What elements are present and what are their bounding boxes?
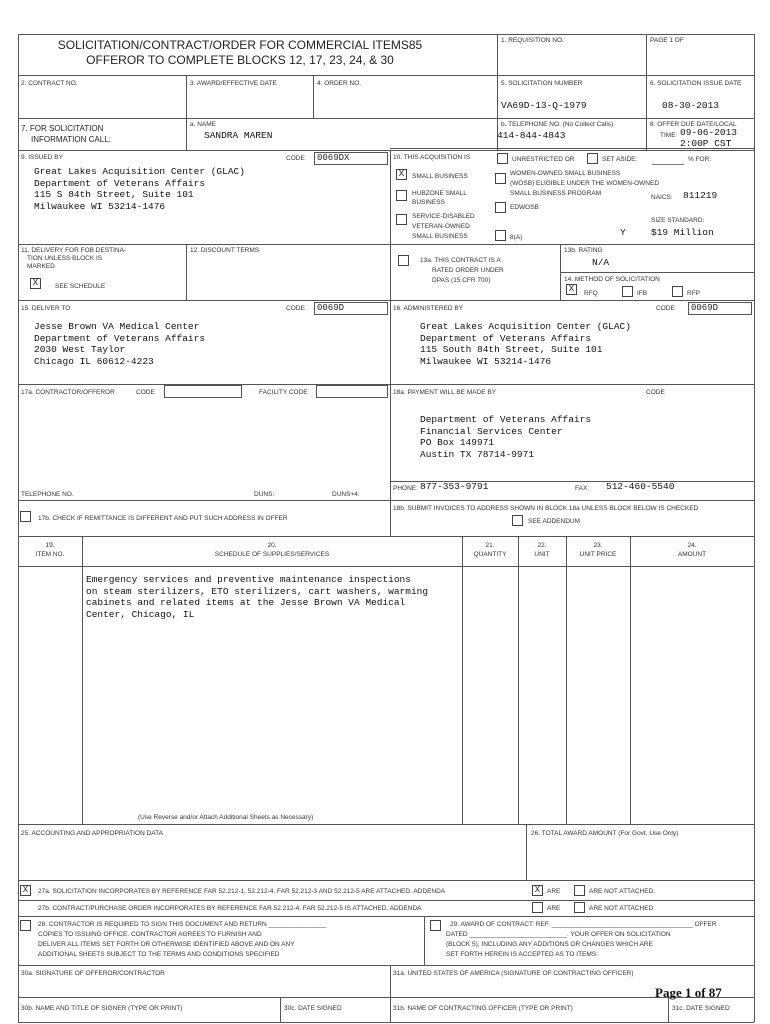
rfq-checkbox[interactable]: X: [566, 284, 577, 295]
col-item-no: ITEM NO.: [35, 551, 65, 558]
edwosb-label: EDWOSB: [510, 204, 539, 211]
telephone-label: TELEPHONE NO.: [21, 491, 74, 498]
date-signed-30c-label: 30c. DATE SIGNED: [284, 1005, 342, 1012]
page-of-label: PAGE 1 OF: [650, 37, 684, 44]
solicitation-no: VA69D-13-Q-1979: [501, 100, 587, 111]
sdvosb-label-2: VETERAN-OWNED: [412, 223, 470, 230]
wosb-label-2: (WOSB) ELIGIBLE UNDER THE WOMEN-OWNED: [510, 180, 660, 187]
col-schedule-num: 20.: [267, 542, 277, 549]
administered-by-code: 0069D: [688, 302, 752, 315]
block-28-line-3: DELIVER ALL ITEMS SET FORTH OR OTHERWISE IDENTIFIED ABOVE AND ON ANY: [38, 941, 295, 948]
naics-code: 811219: [683, 190, 718, 201]
ifb-label: IFB: [637, 290, 648, 297]
sdvosb-label: SERVICE-DISABLED: [412, 213, 475, 220]
block-27a-are-not-checkbox[interactable]: [574, 885, 585, 896]
contractor-code-field[interactable]: [164, 385, 242, 398]
payment-fax: 512-460-5540: [606, 481, 675, 492]
wosb-label: WOMEN-OWNED SMALL BUSINESS: [510, 170, 621, 177]
administered-by-label: 16. ADMINISTERED BY: [393, 305, 464, 312]
time-label: TIME: [660, 132, 676, 139]
name-label: a. NAME: [190, 121, 217, 128]
col-unit-price-num: 23.: [593, 542, 603, 549]
eight-a-label: 8(A): [510, 234, 523, 241]
for-info-label-2: INFORMATION CALL:: [31, 135, 111, 144]
see-addendum-label: SEE ADDENDUM: [528, 518, 581, 525]
rated-order-checkbox[interactable]: [398, 255, 409, 266]
col-unit: UNIT: [534, 551, 550, 558]
rated-order-label: 13a. THIS CONTRACT IS A: [420, 257, 501, 264]
col-amount: AMOUNT: [677, 551, 707, 558]
payment-phone-label: PHONE:: [393, 485, 418, 492]
accounting-label: 25. ACCOUNTING AND APPROPRIATION DATA: [21, 830, 163, 837]
block-29-line-4: SET FORTH HEREIN IS ACCEPTED AS TO ITEMS:: [446, 951, 598, 958]
col-quantity-num: 21.: [485, 542, 495, 549]
col-quantity: QUANTITY: [473, 551, 507, 558]
administered-by-address: Great Lakes Acquisition Center (GLAC) Department of Veterans Affairs 115 South 84th Street, Suite 101 Milwaukee WI 53214-1476: [420, 321, 631, 367]
col-schedule: SCHEDULE OF SUPPLIES/SERVICES: [214, 551, 330, 558]
requisition-label: 1. REQUISITION NO.: [501, 37, 564, 44]
naics-label: NAICS:: [651, 194, 673, 201]
payment-phone: 877-353-9791: [420, 481, 489, 492]
remittance-label: 17b. CHECK IF REMITTANCE IS DIFFERENT AND PUT SUCH ADDRESS IN OFFER: [38, 515, 288, 522]
total-award-label: 26. TOTAL AWARD AMOUNT (For Govt. Use Only): [531, 830, 679, 837]
deliver-to-code: 0069D: [314, 302, 388, 315]
see-schedule-label: SEE SCHEDULE: [55, 283, 106, 290]
block-27a-checkbox[interactable]: X: [20, 885, 31, 896]
duns4-label: DUNS+4:: [332, 491, 360, 498]
col-item-no-num: 19.: [45, 542, 55, 549]
date-signed-31c-label: 31c. DATE SIGNED: [672, 1005, 730, 1012]
hubzone-label-2: BUSINESS: [412, 199, 445, 206]
offer-due-label: 8. OFFER DUE DATE/LOCAL: [650, 121, 737, 128]
percent-for-label: % FOR:: [688, 156, 712, 163]
offer-due-date: 09-06-2013: [680, 127, 738, 138]
unrestricted-checkbox[interactable]: [497, 153, 508, 164]
contract-no-label: 2. CONTRACT NO.: [21, 80, 78, 87]
block-29-line-3: (BLOCK 5), INCLUDING ANY ADDITIONS OR CHANGES WHICH ARE: [446, 941, 653, 948]
see-addendum-checkbox[interactable]: [512, 515, 523, 526]
schedule-description: Emergency services and preventive maintenance inspections on steam sterilizers, ETO sterilizers, cart washers, warming cabinets and related items at the Jesse Brown VA Medical Center, Chicago, IL: [86, 574, 429, 620]
unrestricted-label: UNRESTRICTED OR: [512, 156, 575, 163]
block-29-line-1: 29. AWARD OF CONTRACT: REF. _______________________________________ OFFER: [450, 921, 717, 928]
set-aside-label: SET ASIDE:: [602, 156, 638, 163]
ifb-checkbox[interactable]: [622, 286, 633, 297]
block-28-line-1: 28. CONTRACTOR IS REQUIRED TO SIGN THIS DOCUMENT AND RETURN ________________: [38, 921, 327, 928]
size-standard: $19 Million: [651, 227, 714, 238]
signature-officer-label: 31a. UNITED STATES OF AMERICA (SIGNATURE OF CONTRACTING OFFICER): [393, 970, 634, 977]
contact-name: SANDRA MAREN: [204, 130, 273, 141]
remittance-checkbox[interactable]: [20, 511, 31, 522]
block-27a-text: 27a. SOLICITATION INCORPORATES BY REFERENCE FAR 52.212-1, 52.212-4. FAR 52.212-3 AND 52.212-5 ARE ATTACHED. ADDENDA: [38, 888, 446, 895]
issue-date-label: 6. SOLICITATION ISSUE DATE: [650, 80, 742, 87]
acquisition-label: 10. THIS ACQUISITION IS: [393, 154, 471, 161]
col-amount-num: 24.: [687, 542, 697, 549]
block-29-line-2: DATED ___________________________. YOUR OFFER ON SOLICITATION: [446, 931, 671, 938]
rfq-label: RFQ: [584, 290, 598, 297]
small-business-label: SMALL BUSINESS: [412, 173, 468, 180]
delivery-fob-label-2: TION UNLESS BLOCK IS: [27, 255, 103, 262]
rfp-checkbox[interactable]: [672, 286, 683, 297]
block-29-checkbox[interactable]: [430, 920, 441, 931]
offer-due-time: 2:00P CST: [680, 138, 732, 149]
set-aside-checkbox[interactable]: [587, 153, 598, 164]
administered-by-code-label: CODE: [656, 305, 675, 312]
col-unit-price: UNIT PRICE: [579, 551, 617, 558]
payment-fax-label: FAX:: [575, 485, 590, 492]
rating-value: N/A: [592, 257, 610, 268]
rfp-label: RFP: [687, 290, 700, 297]
deliver-to-label: 15. DELIVER TO: [21, 305, 71, 312]
wosb-label-3: SMALL BUSINESS PROGRAM: [510, 190, 602, 197]
issued-by-code-label: CODE: [286, 155, 305, 162]
order-no-label: 4. ORDER NO.: [317, 80, 362, 87]
method-label: 14. METHOD OF SOLICITATION: [564, 276, 660, 283]
discount-terms-label: 12. DISCOUNT TERMS: [190, 247, 260, 254]
contractor-code-label: CODE: [136, 389, 155, 396]
issue-date: 08-30-2013: [662, 100, 720, 111]
payment-address: Department of Veterans Affairs Financial Services Center PO Box 149971 Austin TX 78714-9971: [420, 414, 592, 460]
block-28-line-2: COPIES TO ISSUING OFFICE. CONTRACTOR AGREES TO FURNISH AND: [38, 931, 262, 938]
block-27a-are-checkbox[interactable]: X: [532, 885, 543, 896]
block-28-checkbox[interactable]: [20, 920, 31, 931]
block-27a-are-not-label: ARE NOT ATTACHED.: [589, 888, 656, 895]
block-27b-are-not-checkbox[interactable]: [574, 902, 585, 913]
duns-label: DUNS:: [254, 491, 275, 498]
payment-by-label: 18a. PAYMENT WILL BE MADE BY: [393, 389, 497, 396]
issued-by-address: Great Lakes Acquisition Center (GLAC) Department of Veterans Affairs 115 S 84th Street, Suite 101 Milwaukee WI 53214-1476: [34, 166, 245, 212]
form-title-line-1: SOLICITATION/CONTRACT/ORDER FOR COMMERCIAL ITEMS85: [57, 38, 423, 52]
delivery-fob-label-3: MARKED: [27, 263, 55, 270]
deliver-to-address: Jesse Brown VA Medical Center Department of Veterans Affairs 2030 West Taylor Chicago IL 60612-4223: [34, 321, 206, 367]
facility-code-field[interactable]: [316, 385, 388, 398]
signature-offeror-label: 30a. SIGNATURE OF OFFEROR/CONTRACTOR: [21, 970, 165, 977]
delivery-fob-label: 11. DELIVERY FOR FOB DESTINA-: [21, 247, 127, 254]
issued-by-label: 9. ISSUED BY: [21, 154, 63, 161]
block-27b-are-not-label: ARE NOT ATTACHED: [589, 905, 654, 912]
hubzone-label: HUBZONE SMALL: [412, 190, 467, 197]
rating-label: 13b. RATING: [564, 247, 603, 254]
officer-name-label: 31b. NAME OF CONTRACTING OFFICER (TYPE OR PRINT): [393, 1005, 573, 1012]
sdvosb-checkbox[interactable]: [396, 214, 407, 225]
payment-code-label: CODE: [646, 389, 665, 396]
form-title-line-2: OFFEROR TO COMPLETE BLOCKS 12, 17, 23, 24, & 30: [86, 53, 394, 67]
solicitation-no-label: 5. SOLICITATION NUMBER: [501, 80, 583, 87]
block-27b-text: 27b. CONTRACT/PURCHASE ORDER INCORPORATES BY REFERENCE FAR 52.212-4. FAR 52.212-5 IS ATTACHED. ADDENDA: [38, 905, 422, 912]
contact-phone: 414-844-4843: [497, 130, 566, 141]
rated-order-label-2: RATED ORDER UNDER: [432, 267, 504, 274]
contractor-label: 17a. CONTRACTOR/OFFEROR: [21, 389, 115, 396]
deliver-to-code-label: CODE: [286, 305, 305, 312]
wosb-checkbox[interactable]: [495, 173, 506, 184]
reverse-note: (Use Reverse and/or Attach Additional Sheets as Necessary): [138, 814, 314, 821]
block-27b-are-checkbox[interactable]: [532, 902, 543, 913]
for-info-label: 7. FOR SOLICITATION: [21, 124, 104, 133]
col-unit-num: 22.: [537, 542, 547, 549]
size-standard-label: SIZE STANDARD:: [651, 217, 705, 224]
rated-order-label-3: DPAS (15 CFR 700): [432, 277, 491, 284]
sdvosb-label-3: SMALL BUSINESS: [412, 233, 468, 240]
eight-a-indicator: Y: [620, 227, 626, 238]
block-27a-are-label: ARE: [547, 888, 561, 895]
facility-code-label: FACILITY CODE: [259, 389, 308, 396]
block-28-line-4: ADDITIONAL SHEETS SUBJECT TO THE TERMS AND CONDITIONS SPECIFIED: [38, 951, 280, 958]
eight-a-checkbox[interactable]: [495, 230, 506, 241]
submit-invoices-label: 18b. SUBMIT INVOICES TO ADDRESS SHOWN IN BLOCK 18a UNLESS BLOCK BELOW IS CHECKED: [393, 505, 699, 512]
page-number: Page 1 of 87: [655, 985, 722, 1000]
award-date-label: 3. AWARD/EFFECTIVE DATE: [190, 80, 277, 87]
phone-label: b. TELEPHONE NO. (No Collect Calls): [501, 121, 614, 128]
block-27b-are-label: ARE: [547, 905, 561, 912]
small-business-checkbox[interactable]: X: [396, 169, 407, 180]
issued-by-code: 0069DX: [314, 152, 388, 165]
hubzone-checkbox[interactable]: [396, 190, 407, 201]
edwosb-checkbox[interactable]: [495, 202, 506, 213]
see-schedule-checkbox[interactable]: X: [30, 278, 41, 289]
signer-name-label: 30b. NAME AND TITLE OF SIGNER (TYPE OR PRINT): [21, 1005, 183, 1012]
